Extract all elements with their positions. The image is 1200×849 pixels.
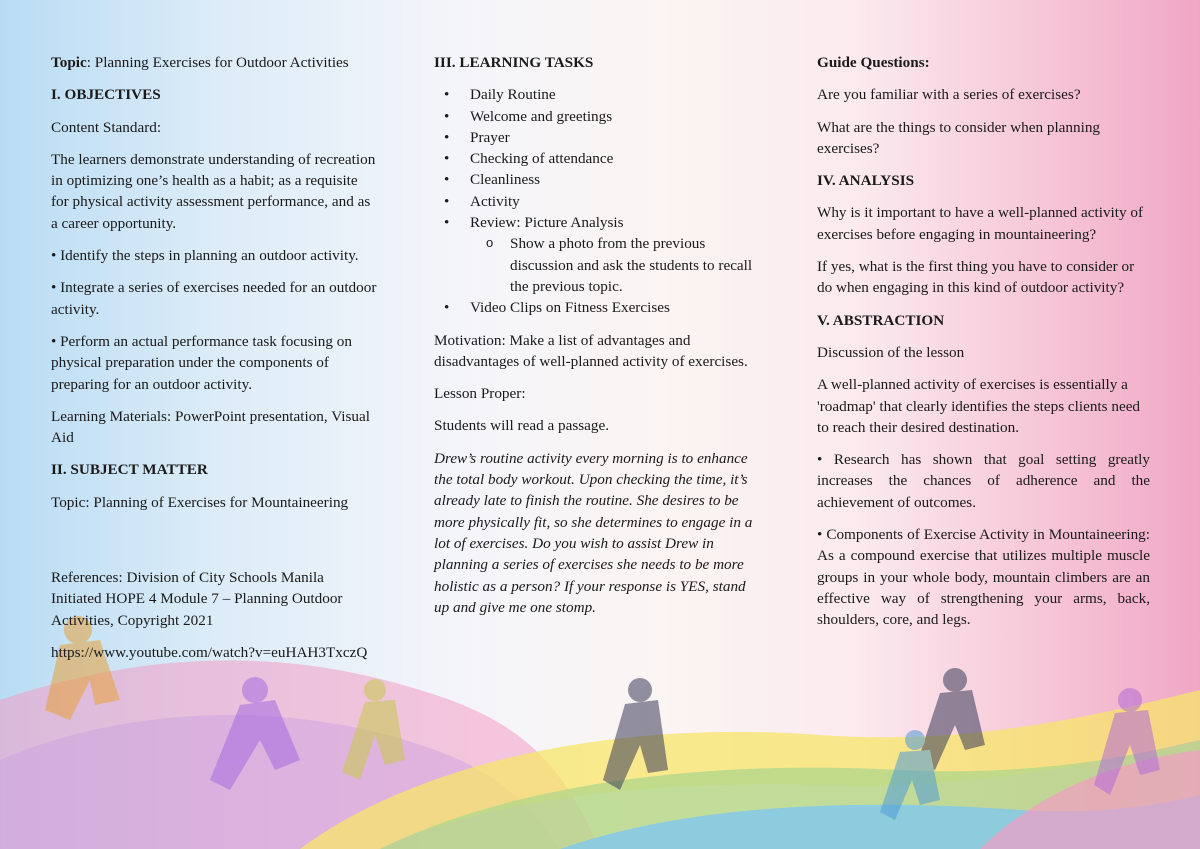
read-passage: Students will read a passage.	[434, 417, 610, 435]
abstraction-heading: V. ABSTRACTION	[817, 311, 945, 329]
components-text: • Components of Exercise Activity in Mountaineering: As a compound exercise that utilizes multiple muscle groups in your whole body, mountain climbers are an effective way of strengthening your arms, back, shoulders, core, and legs.	[817, 526, 1150, 629]
subject-matter-heading: II. SUBJECT MATTER	[51, 461, 208, 479]
analysis-heading: IV. ANALYSIS	[817, 172, 915, 190]
topic-label: Topic	[51, 54, 87, 71]
passage: Drew’s routine activity every morning is to enhance the total body workout. Upon checking the time, it’s already late to finish the routine. She desires to be more physically fit, so she determines to engage in a lot of exercises. Do you wish to assist Drew in planning a series of exercises she needs to be more holistic as a person? If your response is YES, stand up and give me one stomp.	[434, 449, 753, 616]
guide-question: Are you familiar with a series of exercises?	[817, 86, 1081, 104]
objective-item: • Perform an actual performance task focusing on physical preparation under the components of preparing for an outdoor activity.	[51, 332, 352, 393]
list-item-review	[434, 212, 764, 297]
discussion-label: Discussion of the lesson	[817, 343, 965, 361]
roadmap-text: A well-planned activity of exercises is essentially a 'roadmap' that clearly identifies the steps clients need to reach their desired destination.	[817, 376, 1141, 436]
subject-topic: Topic: Planning of Exercises for Mountaineering	[51, 493, 349, 511]
content-standard-label: Content Standard:	[51, 118, 162, 136]
reference-url[interactable]: https://www.youtube.com/watch?v=euHAH3TxczQ	[51, 643, 368, 661]
topic-line	[51, 52, 377, 73]
learning-tasks-heading: III. LEARNING TASKS	[434, 54, 594, 71]
research-text: • Research has shown that goal setting greatly increases the chances of adherence and the achievement of outcomes.	[817, 451, 1150, 511]
objectives-heading: I. OBJECTIVES	[51, 86, 161, 104]
list-item: • Checking of attendance	[434, 148, 764, 169]
references: References: Division of City Schools Manila Initiated HOPE 4 Module 7 – Planning Outdoor Activities, Copyright 2021	[51, 569, 343, 629]
topic-text: : Planning Exercises for Outdoor Activities	[86, 54, 349, 71]
list-item: • Daily Routine	[434, 84, 764, 105]
objective-item: • Identify the steps in planning an outdoor activity.	[51, 247, 359, 265]
column-left	[51, 52, 377, 674]
list-item: • Welcome and greetings	[434, 106, 764, 127]
analysis-question: Why is it important to have a well-planned activity of exercises before engaging in mountaineering?	[817, 204, 1144, 243]
list-item: • Cleanliness	[434, 169, 764, 190]
subtasks-list	[470, 233, 764, 297]
column-right	[817, 52, 1150, 642]
list-item: • Prayer	[434, 127, 764, 148]
content-standard-text: The learners demonstrate understanding of recreation in optimizing one’s health as a habit; as a requisite for physical activity assessment performance, and as a career opportunity.	[51, 150, 376, 232]
guide-questions-heading: Guide Questions:	[817, 54, 930, 71]
learning-materials: Learning Materials: PowerPoint presentation, Visual Aid	[51, 407, 370, 447]
list-item-label: Review: Picture Analysis	[470, 214, 624, 232]
lesson-proper: Lesson Proper:	[434, 385, 526, 403]
subtask-item: o Show a photo from the previous discussion and ask the students to recall the previous topic.	[470, 233, 764, 297]
objective-item: • Integrate a series of exercises needed for an outdoor activity.	[51, 279, 377, 318]
list-item: • Video Clips on Fitness Exercises	[434, 297, 764, 318]
motivation: Motivation: Make a list of advantages and disadvantages of well-planned activity of exercises.	[434, 331, 748, 370]
tasks-list	[434, 84, 764, 318]
list-item: • Activity	[434, 191, 764, 212]
analysis-question: If yes, what is the first thing you have to consider or do when engaging in this kind of outdoor activity?	[817, 258, 1135, 297]
guide-question: What are the things to consider when planning exercises?	[817, 118, 1101, 157]
column-middle	[434, 52, 764, 629]
